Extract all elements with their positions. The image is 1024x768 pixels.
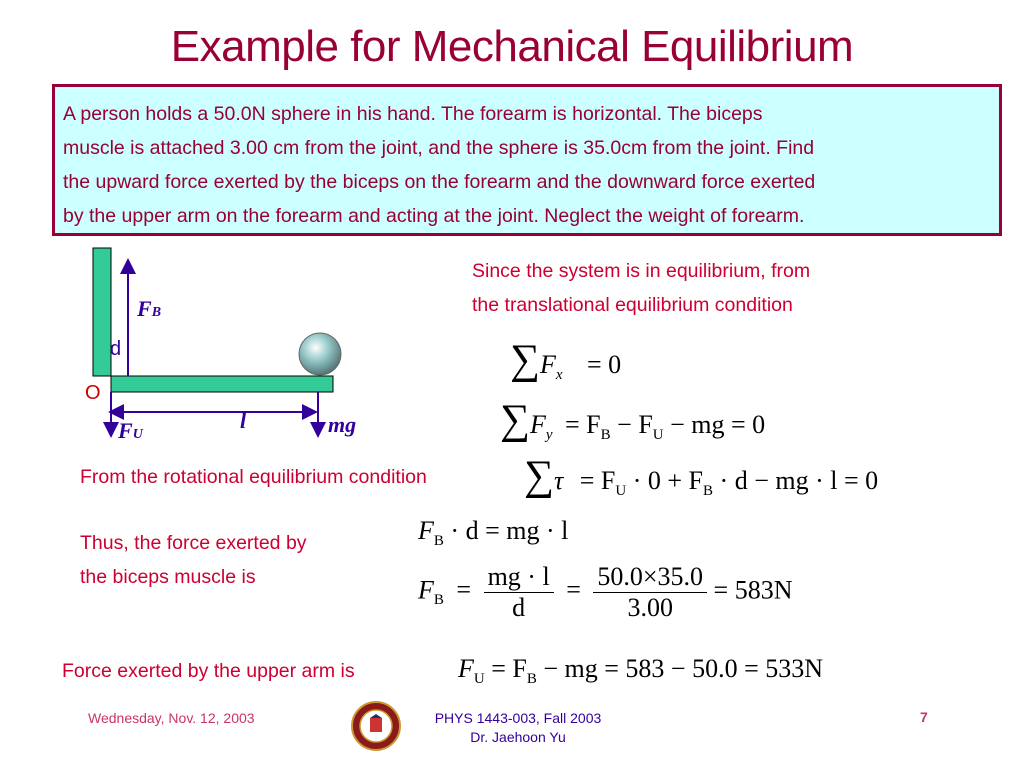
fu-label: FU [118,418,143,443]
rotational-text: From the rotational equilibrium condition [80,466,427,488]
page-number: 7 [920,709,928,725]
thus-text-2: the biceps muscle is [80,566,256,588]
o-label: O [85,382,101,404]
footer-course [418,709,618,747]
upper-arm-bar [93,248,111,376]
equation-4: $F_B \cdot d$ = mg · l [418,516,569,549]
equation-6: $F_U = F_B$ − mg = 583 − 50.0 = 533N [458,654,824,687]
course-name: PHYS 1443-003, Fall 2003 [434,710,602,726]
problem-line-2: muscle is attached 3.00 cm from the joint, and the sphere is 35.0cm from the joint. Find [63,137,815,159]
footer-date: Wednesday, Nov. 12, 2003 [88,710,255,726]
thus-text-1: Thus, the force exerted by [80,532,307,554]
university-seal-icon [350,700,402,752]
upperarm-text: Force exerted by the upper arm is [62,660,355,682]
problem-line-1: A person holds a 50.0N sphere in his hand. The forearm is horizontal. The biceps [63,103,763,125]
instructor-name: Dr. Jaehoon Yu [470,729,566,745]
translational-text-2: the translational equilibrium condition [472,294,793,316]
translational-text-1: Since the system is in equilibrium, from [472,260,811,282]
d-label: d [110,338,122,360]
equation-5: $F_B$ = $\frac{mg \cdot l}{d}$ = $\frac{50.0\times 35.0}{3.00}$ = 583N [418,562,793,622]
mg-label: mg [328,412,357,437]
slide-title: Example for Mechanical Equilibrium [170,22,854,71]
problem-line-4: by the upper arm on the forearm and acting at the joint. Neglect the weight of forearm. [63,205,805,227]
equation-3: $\sum\tau = F_U \cdot 0 + F_B \cdot d$ − mg · l = 0 [524,453,879,499]
equation-1: $\sum F_x = 0$ [510,337,622,383]
fb-label: FB [137,296,162,321]
forearm-bar [111,376,333,392]
l-label: l [240,408,247,433]
equation-2: $\sum F_y = F_B - F_U$ − mg = 0 [500,397,766,443]
sphere [299,333,341,375]
problem-line-3: the upward force exerted by the biceps on the forearm and the downward force exerted [63,171,816,193]
problem-box [52,84,1002,236]
